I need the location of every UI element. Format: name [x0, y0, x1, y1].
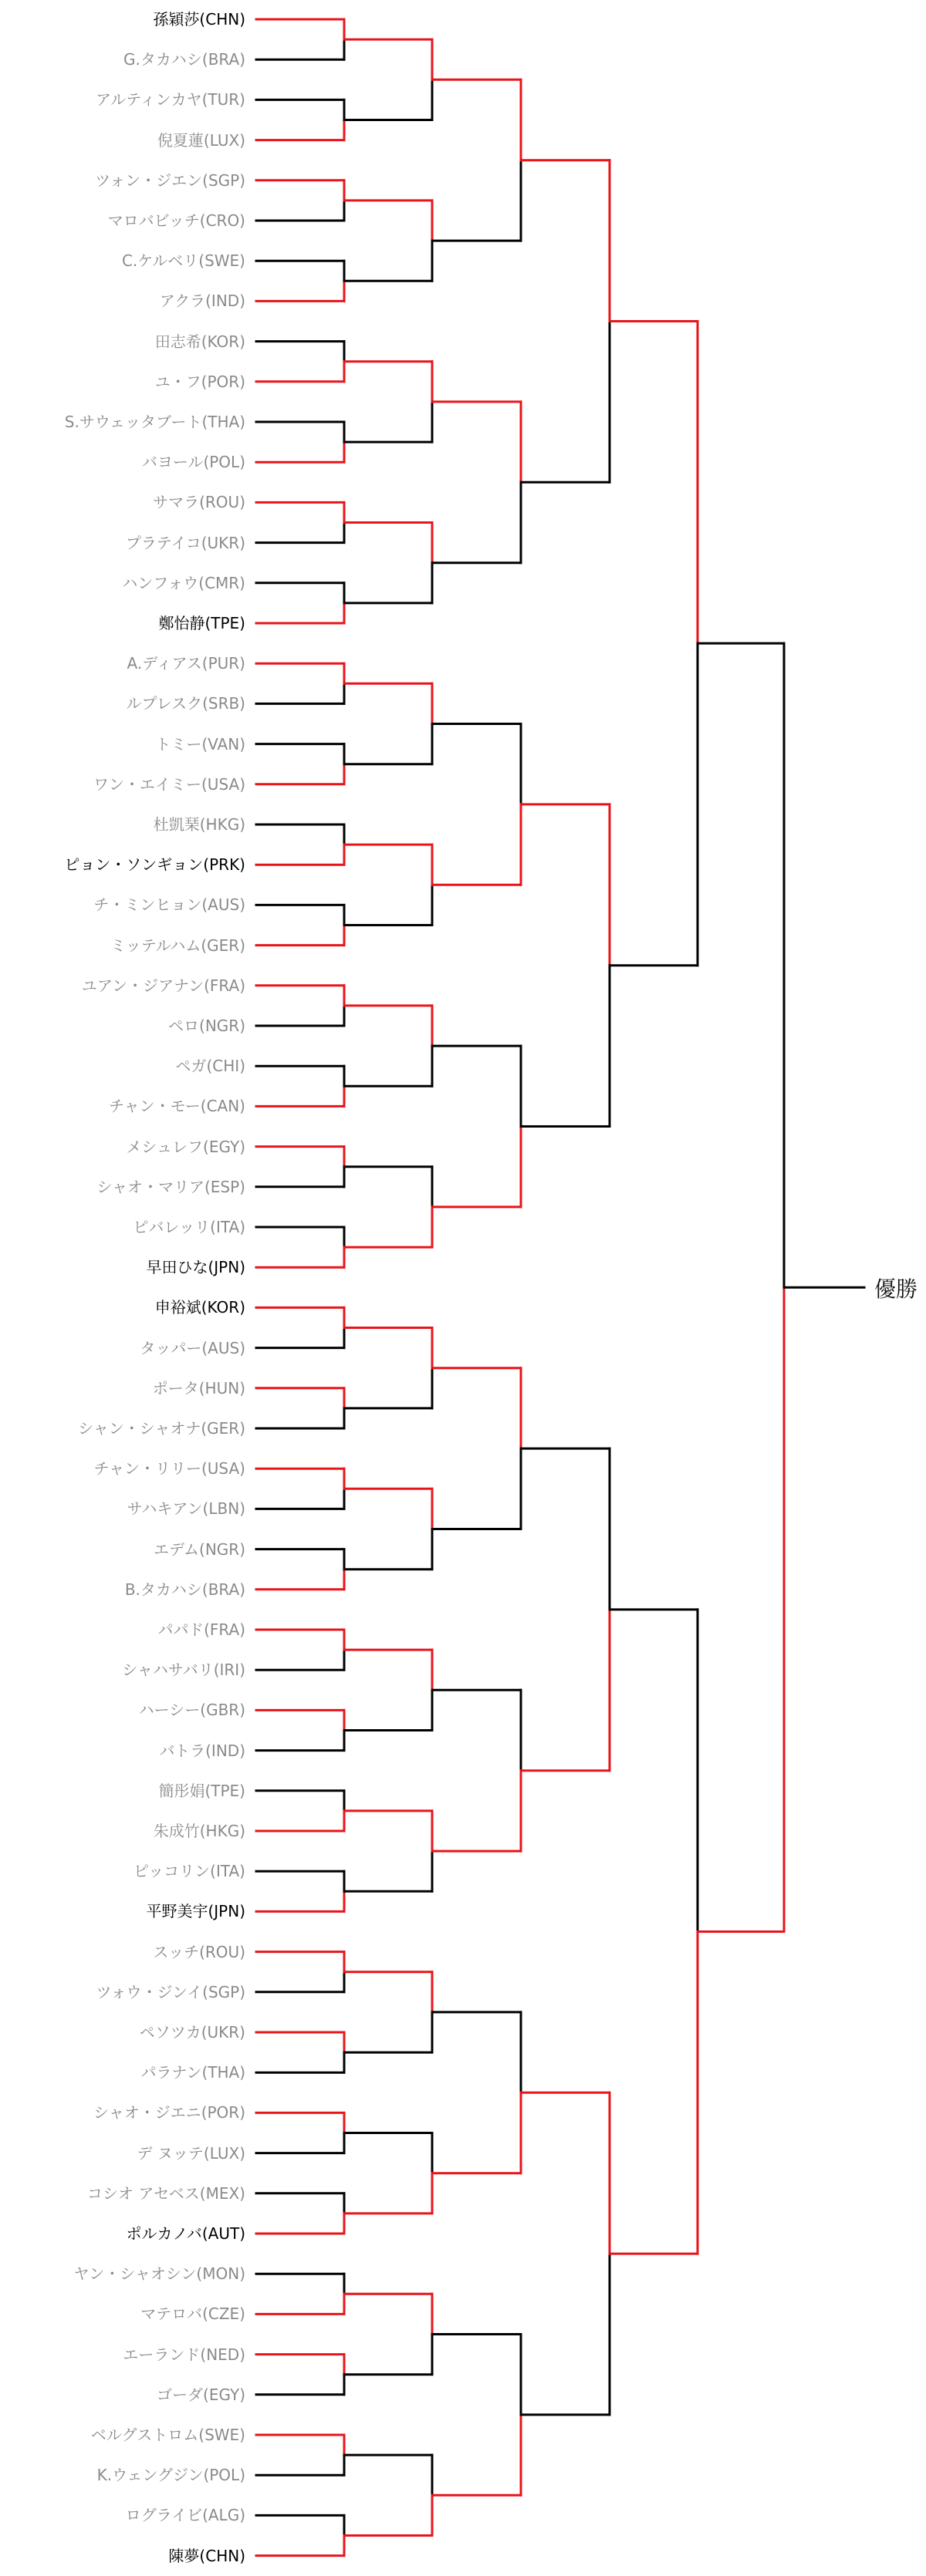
player-name: ヤン・シャオシン(MON) [73, 2264, 245, 2284]
player-name: バヨール(POL) [141, 453, 245, 472]
player-name: スッチ(ROU) [153, 1942, 245, 1961]
player-name: 早田ひな(JPN) [146, 1258, 245, 1277]
player-name: デ ヌッテ(LUX) [137, 2143, 245, 2163]
player-name: 陳夢(CHN) [168, 2546, 245, 2565]
champion-label: 優勝 [874, 1276, 918, 1302]
player-name: 朱成竹(HKG) [153, 1822, 245, 1840]
player-name: 杜凱琹(HKG) [153, 815, 245, 834]
player-name: シャン・シャオナ(GER) [78, 1419, 245, 1438]
player-name: ルプレスク(SRB) [126, 694, 245, 713]
player-name: マロバビッチ(CRO) [107, 211, 245, 230]
player-name: タッパー(AUS) [140, 1338, 245, 1357]
player-name: ペロ(NGR) [168, 1017, 245, 1035]
player-name: パラナン(THA) [140, 2063, 245, 2082]
player-name: 簡彤娟(TPE) [158, 1781, 245, 1800]
player-name: サマラ(ROU) [153, 493, 245, 512]
player-name: シャオ・ジエニ(POR) [93, 2103, 245, 2123]
player-name: パパド(FRA) [157, 1620, 245, 1639]
player-name: アルティンカヤ(TUR) [96, 90, 245, 110]
player-name: ログライビ(ALG) [125, 2506, 245, 2525]
player-name: S.サウェッタブート(THA) [64, 413, 245, 431]
player-name: チャン・リリー(USA) [93, 1459, 245, 1479]
player-name: ピバレッリ(ITA) [133, 1218, 245, 1236]
player-name: ベルグストロム(SWE) [90, 2426, 245, 2444]
player-name: ミッテルハム(GER) [110, 936, 245, 955]
player-name: トミー(VAN) [155, 734, 245, 754]
player-name: 申裕斌(KOR) [154, 1298, 245, 1317]
player-name: バトラ(IND) [159, 1741, 245, 1760]
player-name: ゴーダ(EGY) [157, 2385, 245, 2404]
player-name: ポータ(HUN) [152, 1378, 245, 1398]
player-name: K.ウェングジン(POL) [96, 2466, 245, 2485]
player-name: チ・ミンヒョン(AUS) [93, 895, 245, 915]
player-name: ツォン・ジエン(SGP) [94, 170, 245, 190]
player-name: ペソツカ(UKR) [139, 2023, 245, 2042]
player-name: ピョン・ソンギョン(PRK) [64, 855, 245, 875]
player-name: 平野美宇(JPN) [146, 1902, 245, 1921]
player-name: ポルカノバ(AUT) [126, 2224, 245, 2243]
player-name: プラテイコ(UKR) [125, 533, 245, 552]
player-name: マテロバ(CZE) [140, 2305, 245, 2324]
player-name: ユ・フ(POR) [154, 372, 245, 391]
player-name: 孫穎莎(CHN) [153, 10, 245, 29]
player-name: ピッコリン(ITA) [133, 1862, 245, 1881]
player-name: ハンフォウ(CMR) [122, 573, 245, 592]
player-name: G.タカハシ(BRA) [123, 50, 245, 69]
player-name: チャン・モー(CAN) [109, 1097, 245, 1116]
player-name: ユアン・ジアナン(FRA) [81, 976, 245, 995]
player-name: シャオ・マリア(ESP) [96, 1177, 245, 1196]
player-name: 鄭怡静(TPE) [158, 614, 245, 632]
player-name: ツォウ・ジンイ(SGP) [96, 1982, 245, 2001]
player-name: C.ケルベリ(SWE) [121, 251, 245, 271]
player-name: コシオ アセベス(MEX) [87, 2183, 245, 2203]
player-name: B.タカハシ(BRA) [124, 1580, 245, 1599]
player-name: 田志希(KOR) [154, 332, 245, 351]
player-name: シャハサバリ(IRI) [122, 1661, 245, 1680]
player-name: 倪夏蓮(LUX) [157, 130, 245, 150]
player-name: ワン・エイミー(USA) [93, 774, 245, 794]
player-name: エデム(NGR) [154, 1539, 245, 1559]
player-name: ハーシー(GBR) [138, 1701, 245, 1720]
player-name: メシュレフ(EGY) [126, 1137, 245, 1156]
player-name: A.ディアス(PUR) [127, 654, 245, 673]
player-name: エーランド(NED) [123, 2345, 245, 2364]
player-name: サハキアン(LBN) [127, 1499, 245, 1519]
player-name: アクラ(IND) [159, 292, 245, 311]
player-name: ペガ(CHI) [175, 1057, 245, 1076]
